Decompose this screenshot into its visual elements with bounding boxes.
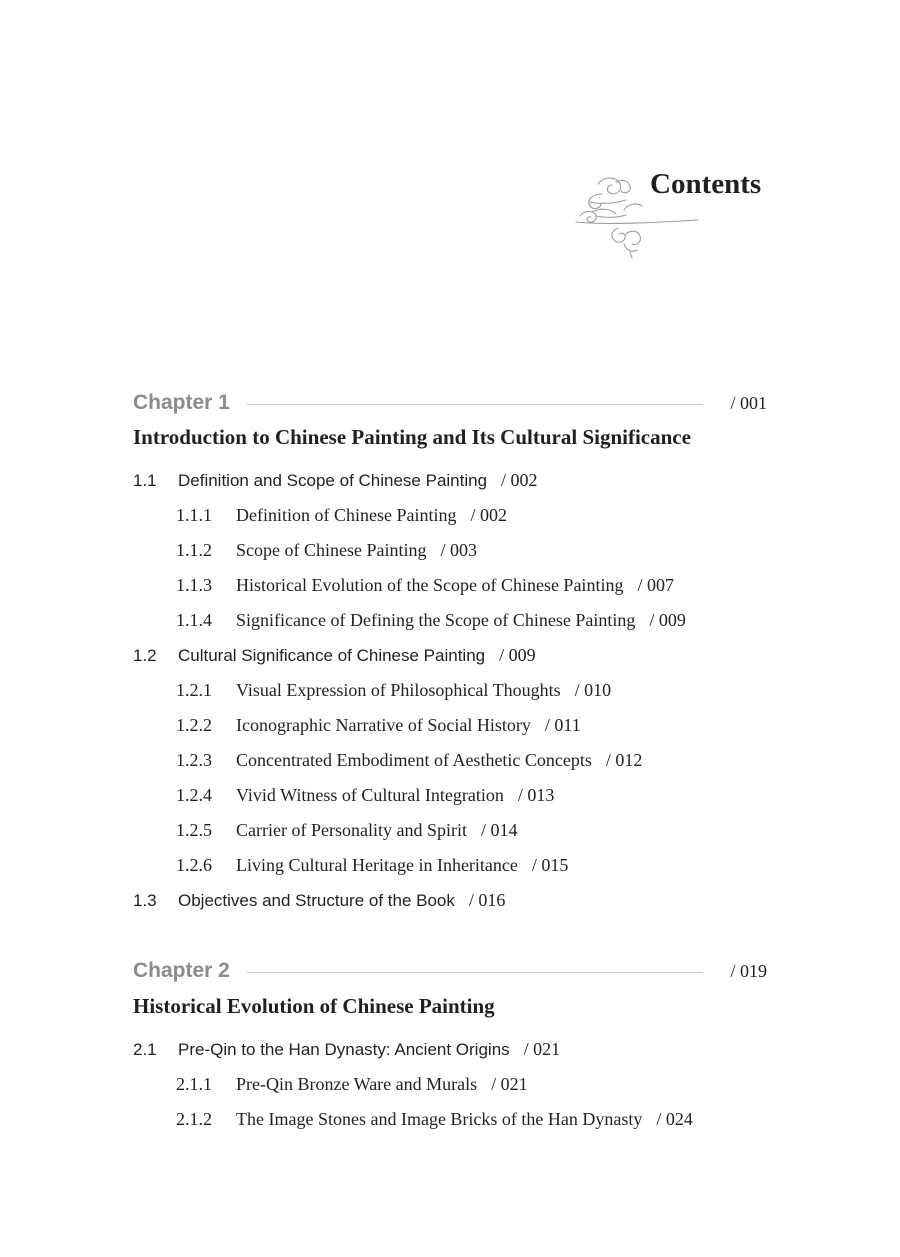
section-number: 1.1 — [133, 471, 157, 490]
toc-subsection-entry[interactable] — [176, 608, 686, 632]
section-page-number: / 009 — [499, 645, 536, 665]
toc-subsection-entry[interactable] — [176, 678, 611, 702]
subsection-title: Concentrated Embodiment of Aesthetic Concepts — [236, 750, 592, 770]
subsection-title: The Image Stones and Image Bricks of the Han Dynasty — [236, 1109, 643, 1129]
chapter-label: Chapter 2 — [133, 959, 230, 982]
subsection-page-number: / 024 — [656, 1109, 693, 1129]
subsection-number: 1.1.4 — [176, 610, 212, 630]
subsection-title: Pre-Qin Bronze Ware and Murals — [236, 1074, 478, 1094]
subsection-page-number: / 013 — [517, 785, 555, 805]
subsection-page-number: / 009 — [649, 610, 686, 630]
section-title: Pre-Qin to the Han Dynasty: Ancient Origins — [178, 1040, 510, 1059]
section-number: 1.3 — [133, 891, 157, 910]
toc-subsection-entry[interactable] — [176, 748, 642, 772]
toc-subsection-entry[interactable] — [176, 503, 507, 527]
subsection-number: 2.1.2 — [176, 1109, 212, 1129]
subsection-title: Living Cultural Heritage in Inheritance — [236, 855, 518, 875]
subsection-page-number: / 010 — [574, 680, 612, 700]
section-number: 2.1 — [133, 1040, 157, 1059]
toc-subsection-entry[interactable] — [176, 783, 554, 807]
subsection-number: 1.1.1 — [176, 505, 212, 525]
subsection-page-number: / 002 — [470, 505, 507, 525]
subsection-title: Significance of Defining the Scope of Chinese Painting — [236, 610, 636, 630]
page-title: Contents — [650, 168, 762, 200]
chapter-page-number: / 019 — [730, 961, 767, 981]
toc-section-entry[interactable] — [133, 888, 505, 912]
subsection-title: Iconographic Narrative of Social History — [236, 715, 531, 735]
subsection-title: Vivid Witness of Cultural Integration — [236, 785, 504, 805]
subsection-number: 1.2.4 — [176, 785, 212, 805]
subsection-page-number: / 012 — [605, 750, 643, 770]
toc-subsection-entry[interactable] — [176, 538, 477, 562]
toc-subsection-entry[interactable] — [176, 853, 568, 877]
section-page-number: / 016 — [468, 890, 506, 910]
subsection-number: 1.2.6 — [176, 855, 212, 875]
chapter-title[interactable]: Historical Evolution of Chinese Painting — [133, 994, 495, 1018]
subsection-page-number: / 003 — [440, 540, 477, 560]
toc-subsection-entry[interactable] — [176, 713, 581, 737]
chapter-title[interactable]: Introduction to Chinese Painting and Its Cultural Significance — [133, 425, 691, 449]
subsection-number: 1.2.2 — [176, 715, 212, 735]
subsection-number: 1.2.1 — [176, 680, 212, 700]
section-title: Objectives and Structure of the Book — [178, 891, 455, 910]
subsection-number: 1.2.3 — [176, 750, 212, 770]
subsection-title: Definition of Chinese Painting — [236, 505, 457, 525]
toc-subsection-entry[interactable] — [176, 818, 517, 842]
subsection-number: 1.2.5 — [176, 820, 212, 840]
subsection-title: Historical Evolution of the Scope of Chinese Painting — [236, 575, 624, 595]
chapter-heading-row[interactable] — [133, 958, 767, 986]
section-title: Definition and Scope of Chinese Painting — [178, 471, 488, 490]
subsection-number: 1.1.3 — [176, 575, 212, 595]
chapter-divider — [247, 972, 703, 973]
subsection-page-number: / 014 — [480, 820, 518, 840]
section-page-number: / 002 — [501, 470, 538, 490]
subsection-title: Visual Expression of Philosophical Thoughts — [236, 680, 561, 700]
subsection-title: Scope of Chinese Painting — [236, 540, 427, 560]
toc-subsection-entry[interactable] — [176, 573, 674, 597]
chapter-label: Chapter 1 — [133, 391, 230, 414]
subsection-page-number: / 011 — [544, 715, 581, 735]
chapter-page-number: / 001 — [730, 393, 767, 413]
subsection-title: Carrier of Personality and Spirit — [236, 820, 467, 840]
chapter-divider — [247, 404, 703, 405]
toc-section-entry[interactable] — [133, 1037, 560, 1061]
toc-section-entry[interactable] — [133, 468, 538, 492]
toc-subsection-entry[interactable] — [176, 1107, 693, 1131]
subsection-page-number: / 015 — [531, 855, 569, 875]
subsection-page-number: / 007 — [637, 575, 674, 595]
toc-section-entry[interactable] — [133, 643, 536, 667]
toc-subsection-entry[interactable] — [176, 1072, 528, 1096]
subsection-number: 2.1.1 — [176, 1074, 212, 1094]
subsection-page-number: / 021 — [491, 1074, 528, 1094]
section-title: Cultural Significance of Chinese Painting — [178, 646, 486, 665]
subsection-number: 1.1.2 — [176, 540, 212, 560]
section-page-number: / 021 — [523, 1039, 561, 1059]
chapter-heading-row[interactable] — [133, 390, 767, 418]
section-number: 1.2 — [133, 646, 157, 665]
